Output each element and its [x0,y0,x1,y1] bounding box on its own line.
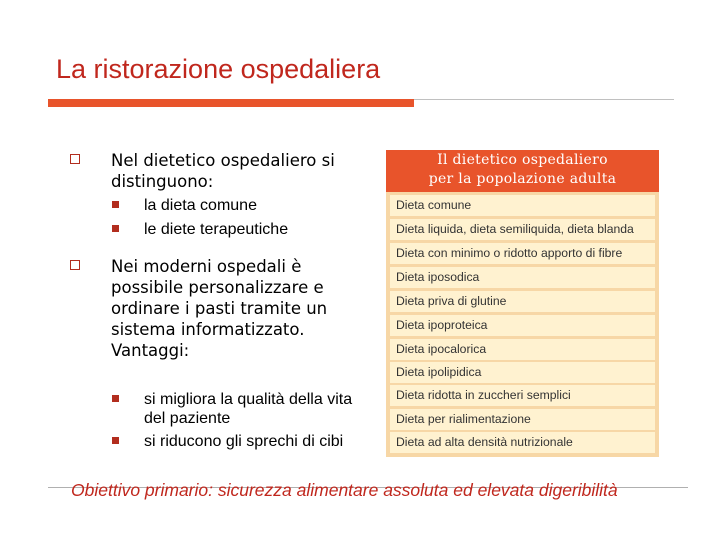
bullet-2-text: Nei moderni ospedali è possibile personalizzare e ordinare i pasti tramite un sistema informatizzato. Vantaggi: [111,257,328,360]
hollow-square-bullet-icon [70,154,80,164]
diet-table-header-line1: Il dietetico ospedaliero [437,152,608,168]
objective-text: Obiettivo primario: sicurezza alimentare assoluta ed elevata digeribilità [71,480,618,500]
square-bullet-icon [112,395,119,402]
diet-table-row: Dieta ad alta densità nutrizionale [390,432,655,453]
diet-table-header [386,150,659,192]
diet-table-row: Dieta ipolipidica [390,362,655,383]
subbullet-2-2-text: si riducono gli sprechi di cibi [144,433,344,450]
square-bullet-icon [112,201,119,208]
bullet-2 [70,256,355,361]
subbullet-2-1-text: si migliora la qualità della vita del paziente [144,391,353,427]
diet-table-row: Dieta iposodica [390,267,655,288]
subbullet-1-1-text: la dieta comune [144,197,257,214]
subbullet-2-2 [112,432,362,451]
square-bullet-icon [112,437,119,444]
subbullet-2-1 [112,390,362,428]
diet-table-row: Dieta per rialimentazione [390,409,655,430]
title-accent-bar [48,99,414,107]
subbullet-1-1 [112,196,372,215]
hollow-square-bullet-icon [70,260,80,270]
diet-table-row: Dieta con minimo o ridotto apporto di fibre [390,243,655,264]
diet-table-row: Dieta ipoproteica [390,315,655,336]
bullet-1 [70,150,360,192]
diet-table-row: Dieta priva di glutine [390,291,655,312]
square-bullet-icon [112,225,119,232]
bullet-1-text: Nel dietetico ospedaliero si distinguono: [111,151,335,191]
title-divider-line [414,99,674,100]
subbullet-1-2 [112,220,372,239]
diet-table-row: Dieta ipocalorica [390,339,655,360]
diet-table [386,150,659,457]
slide-title: La ristorazione ospedaliera [56,54,381,84]
subbullet-1-2-text: le diete terapeutiche [144,221,289,238]
diet-table-row: Dieta comune [390,195,655,216]
diet-table-header-line2: per la popolazione adulta [428,171,617,187]
diet-table-row: Dieta ridotta in zuccheri semplici [390,385,655,406]
diet-table-row: Dieta liquida, dieta semiliquida, dieta blanda [390,219,655,240]
